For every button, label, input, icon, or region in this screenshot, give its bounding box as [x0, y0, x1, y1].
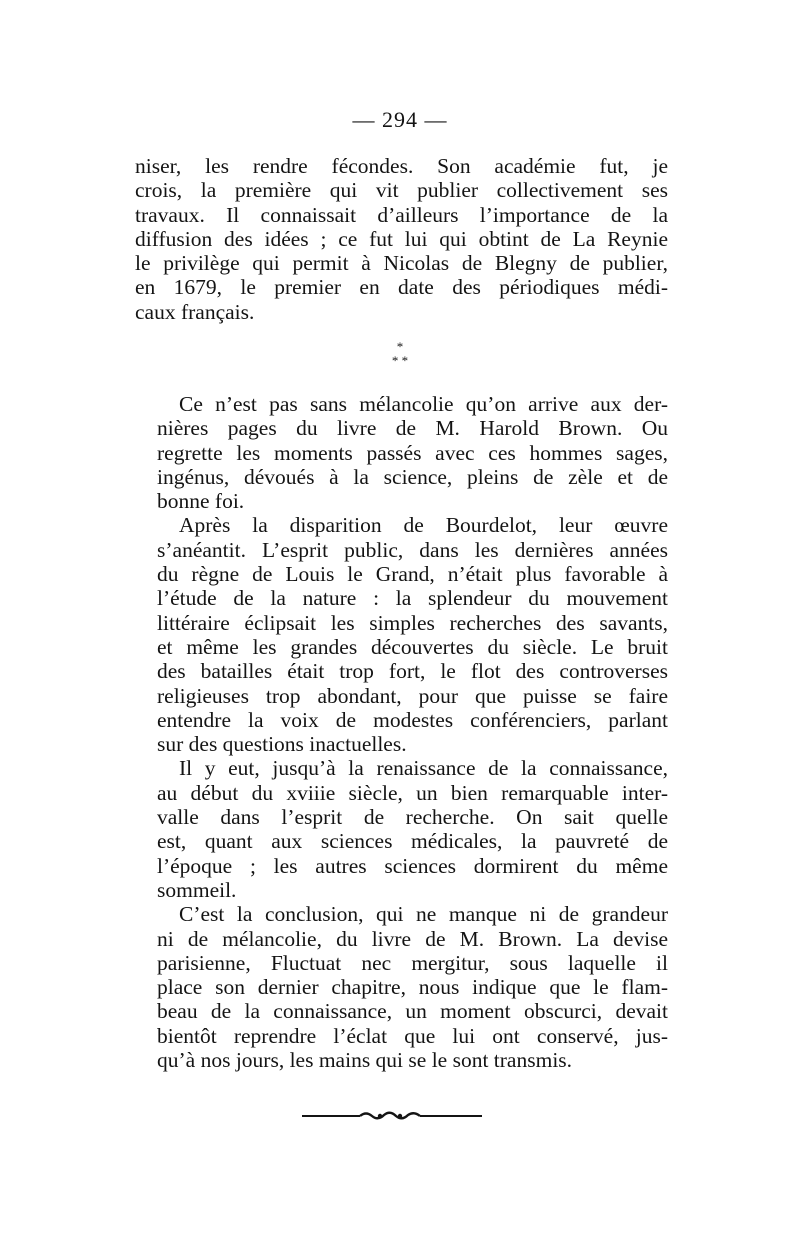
- text-line: qu’à nos jours, les mains qui se le sont transmis.: [157, 1048, 573, 1073]
- text-line: regrette les moments passés avec ces hommes sages,: [157, 440, 668, 465]
- text-line: travaux. Il connaissait d’ailleurs l’importance de la: [135, 202, 668, 227]
- text-line: beau de la connaissance, un moment obscurci, devait: [157, 999, 668, 1024]
- paragraph: [135, 902, 668, 1072]
- text-line: l’époque ; les autres sciences dormirent du même: [157, 853, 668, 878]
- text-line: Ce n’est pas sans mélancolie qu’on arrive aux der-: [179, 392, 668, 416]
- text-line: sur des questions inactuelles.: [157, 732, 407, 757]
- text-line: et même les grandes découvertes du siècle. Le bruit: [157, 634, 668, 659]
- text-line: bientôt reprendre l’éclat que lui ont conservé, jus-: [157, 1023, 668, 1048]
- paragraph: [135, 154, 668, 324]
- text-line: ingénus, dévoués à la science, pleins de zèle et de: [157, 464, 668, 489]
- text-line: diffusion des idées ; ce fut lui qui obtint de La Reynie: [135, 226, 668, 251]
- text-line: ni de mélancolie, du livre de M. Brown. La devise: [157, 926, 668, 951]
- text-line: littéraire éclipsait les simples recherches des savants,: [157, 610, 668, 635]
- asterism-star-top: *: [396, 339, 404, 354]
- text-line: caux français.: [135, 299, 255, 324]
- text-line: valle dans l’esprit de recherche. On sait quelle: [157, 805, 668, 830]
- tailpiece-ornament: [300, 1108, 484, 1122]
- text-line: nières pages du livre de M. Harold Brown. Ou: [157, 416, 668, 441]
- text-line: au début du xviiie siècle, un bien remarquable inter-: [157, 780, 668, 805]
- text-block-top: [135, 154, 668, 324]
- text-line: est, quant aux sciences médicales, la pauvreté de: [157, 829, 668, 854]
- text-line: bonne foi.: [157, 489, 245, 514]
- text-line: place son dernier chapitre, nous indique que le flam-: [157, 975, 668, 1000]
- paragraph: [135, 513, 668, 756]
- text-line: parisienne, Fluctuat nec mergitur, sous laquelle il: [157, 950, 668, 975]
- text-line: crois, la première qui vit publier collectivement ses: [135, 178, 668, 203]
- asterism-separator: [370, 340, 430, 374]
- text-line: sommeil.: [157, 877, 237, 902]
- text-line: l’étude de la nature : la splendeur du mouvement: [157, 586, 668, 611]
- text-line: s’anéantit. L’esprit public, dans les dernières années: [157, 537, 668, 562]
- paragraph: [135, 392, 668, 513]
- text-line: le privilège qui permit à Nicolas de Blegny de publier,: [135, 251, 668, 276]
- text-line: entendre la voix de modestes conférenciers, parlant: [157, 707, 668, 732]
- paragraph: [135, 756, 668, 902]
- asterism-stars-bottom: * *: [391, 353, 409, 368]
- text-line: religieuses trop abondant, pour que puisse se faire: [157, 683, 668, 708]
- text-line: C’est la conclusion, qui ne manque ni de grandeur: [179, 902, 668, 927]
- text-line: en 1679, le premier en date des périodiques médi-: [135, 275, 668, 300]
- text-line: niser, les rendre fécondes. Son académie fut, je: [135, 154, 668, 178]
- text-line: Après la disparition de Bourdelot, leur œuvre: [179, 513, 668, 538]
- page-number: — 294 —: [352, 107, 448, 132]
- text-block-main: [135, 392, 668, 1072]
- text-line: des batailles était trop fort, le flot des controverses: [157, 659, 668, 684]
- text-line: du règne de Louis le Grand, n’était plus favorable à: [157, 562, 668, 587]
- text-line: Il y eut, jusqu’à la renaissance de la connaissance,: [179, 756, 668, 781]
